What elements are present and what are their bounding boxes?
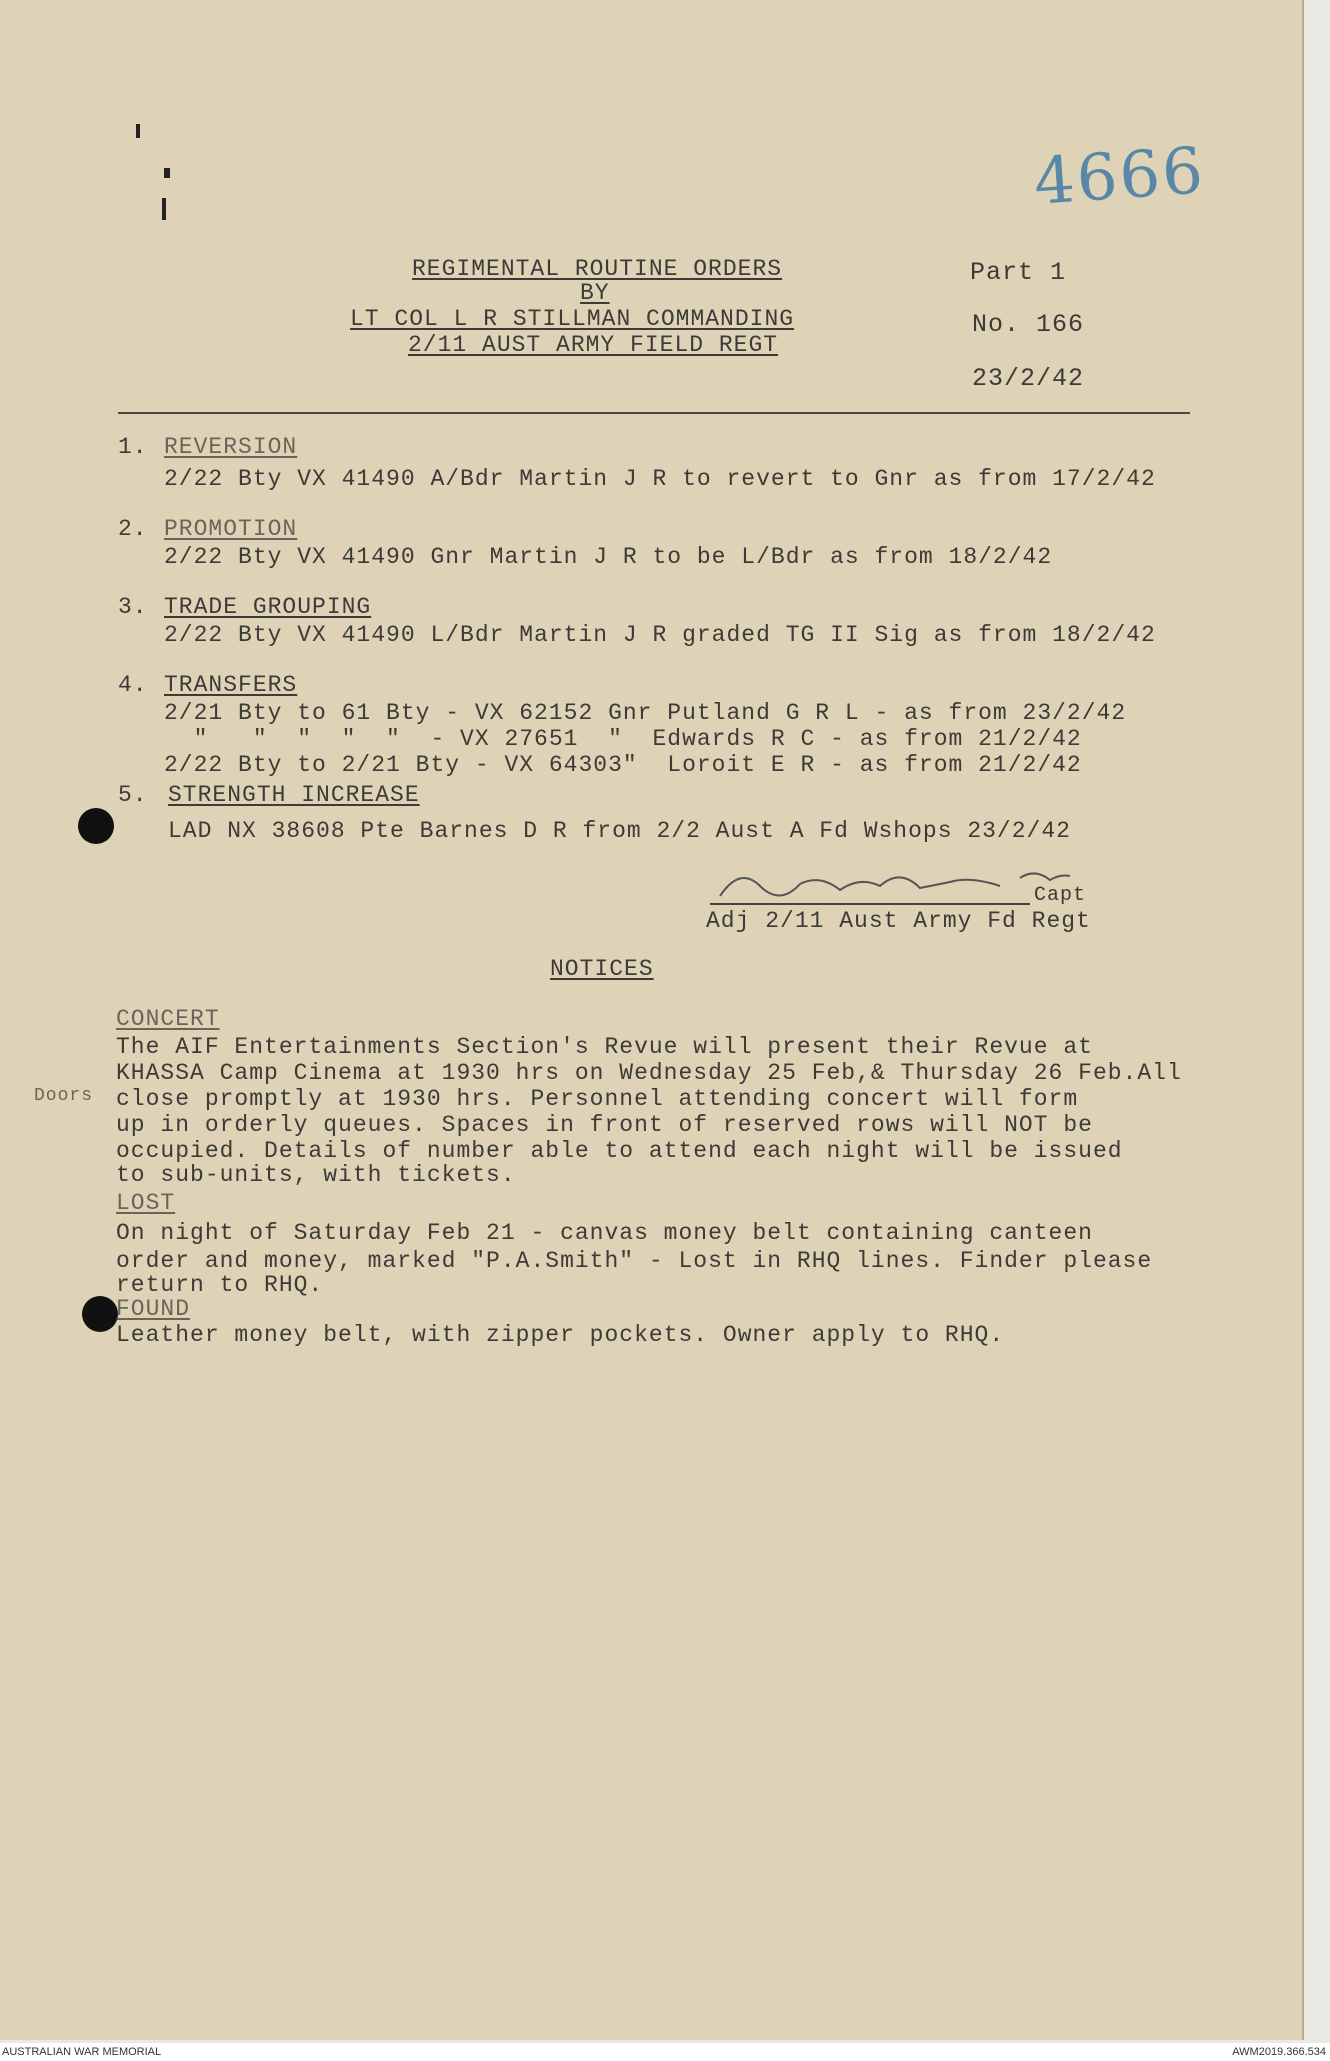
staple-mark (164, 168, 170, 178)
order-heading: TRADE GROUPING (164, 594, 372, 620)
signature-title: Adj 2/11 Aust Army Fd Regt (706, 908, 1091, 934)
order-heading: PROMOTION (164, 516, 298, 542)
order-line: 2/21 Bty to 61 Bty - VX 62152 Gnr Putland G R L - as from 23/2/42 (164, 700, 1127, 726)
header-title-line4: 2/11 AUST ARMY FIELD REGT (408, 332, 779, 358)
header-date: 23/2/42 (972, 364, 1085, 393)
order-line: 2/22 Bty VX 41490 L/Bdr Martin J R graded TG II Sig as from 18/2/42 (164, 622, 1156, 648)
notice-line: up in orderly queues. Spaces in front of reserved rows will NOT be (116, 1112, 1093, 1138)
notice-line: The AIF Entertainments Section's Revue will present their Revue at (116, 1034, 1093, 1060)
notices-heading: NOTICES (550, 956, 654, 982)
signature-rank: Capt (1034, 884, 1087, 907)
punch-hole (78, 808, 114, 844)
order-line: 2/22 Bty VX 41490 A/Bdr Martin J R to revert to Gnr as from 17/2/42 (164, 466, 1156, 492)
order-heading: STRENGTH INCREASE (168, 782, 420, 808)
order-number: 5. (118, 782, 148, 808)
order-line: LAD NX 38608 Pte Barnes D R from 2/2 Aust A Fd Wshops 23/2/42 (168, 818, 1071, 844)
header-divider (118, 412, 1190, 414)
order-line: 2/22 Bty VX 41490 Gnr Martin J R to be L/Bdr as from 18/2/42 (164, 544, 1053, 570)
notice-line: Leather money belt, with zipper pockets. Owner apply to RHQ. (116, 1322, 1005, 1348)
order-number: 3. (118, 594, 148, 620)
notice-line: return to RHQ. (116, 1272, 324, 1298)
footer-institution: AUSTRALIAN WAR MEMORIAL (2, 2046, 162, 2058)
header-part: Part 1 (970, 258, 1067, 287)
punch-hole (82, 1296, 118, 1332)
header-title-line3: LT COL L R STILLMAN COMMANDING (350, 306, 795, 332)
notice-heading: FOUND (116, 1296, 191, 1322)
header-title-line1: REGIMENTAL ROUTINE ORDERS (412, 256, 783, 282)
staple-mark (162, 198, 166, 220)
staple-mark (136, 124, 140, 138)
notice-heading: CONCERT (116, 1006, 220, 1032)
order-number: 4. (118, 672, 148, 698)
notice-line: KHASSA Camp Cinema at 1930 hrs on Wednesday 25 Feb,& Thursday 26 Feb.All (116, 1060, 1182, 1086)
notice-line: occupied. Details of number able to attend each night will be issued (116, 1138, 1123, 1164)
header-number: No. 166 (972, 310, 1085, 339)
order-heading: REVERSION (164, 434, 298, 460)
order-heading: TRANSFERS (164, 672, 298, 698)
footer-bar (0, 2043, 1330, 2061)
notice-heading: LOST (116, 1190, 176, 1216)
order-line: " " " " " - VX 27651 " Edwards R C - as from 21/2/42 (164, 726, 1082, 752)
order-line: 2/22 Bty to 2/21 Bty - VX 64303" Loroit E R - as from 21/2/42 (164, 752, 1082, 778)
header-title-line2: BY (580, 280, 610, 306)
catalog-number-handwritten: 4666 (1031, 134, 1208, 220)
notice-line: close promptly at 1930 hrs. Personnel attending concert will form (116, 1086, 1079, 1112)
notice-line: to sub-units, with tickets. (116, 1162, 516, 1188)
notice-line: order and money, marked "P.A.Smith" - Lost in RHQ lines. Finder please (116, 1248, 1153, 1274)
notice-margin-note: Doors (34, 1086, 94, 1106)
notice-line: On night of Saturday Feb 21 - canvas money belt containing canteen (116, 1220, 1093, 1246)
footer-accession-number: AWM2019.366.534 (1232, 2046, 1326, 2058)
order-number: 1. (118, 434, 148, 460)
order-number: 2. (118, 516, 148, 542)
